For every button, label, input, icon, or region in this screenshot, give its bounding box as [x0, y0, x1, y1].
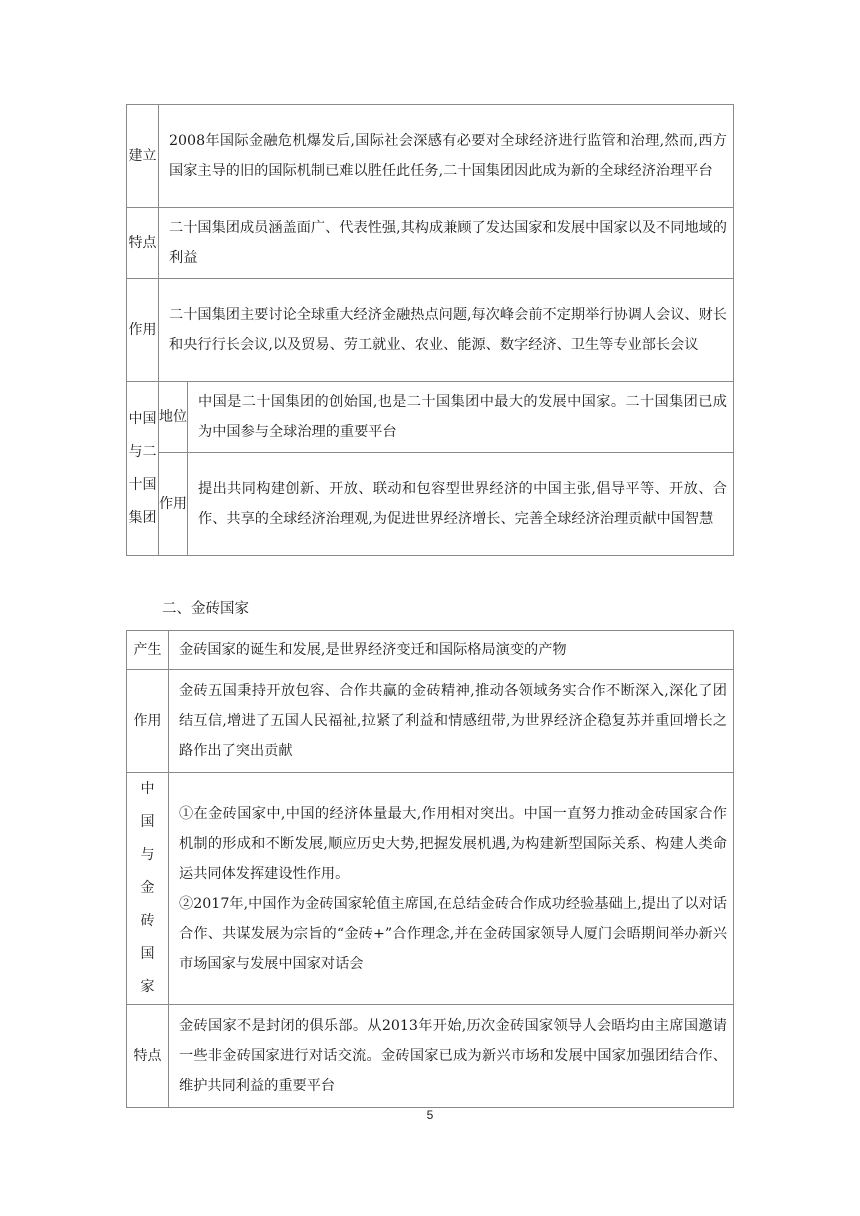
row-label: 作用 — [127, 670, 169, 773]
row-content — [169, 773, 734, 1005]
paragraph: ①在金砖国家中,中国的经济体量最大,作用相对突出。中国一直努力推动金砖国家合作机制的形成和不断发展,顺应历史大势,把握发展机遇,为构建新型国际关系、构建人类命运共同体发挥建设性作用。 — [179, 805, 727, 882]
row-content: 金砖五国秉持开放包容、合作共赢的金砖精神,推动各领域务实合作不断深入,深化了团结互信,增进了五国人民福祉,拉紧了利益和情感纽带,为世界经济企稳复苏并重回增长之路作出了突出贡献 — [169, 670, 734, 773]
table-row — [127, 453, 734, 556]
table-row — [127, 670, 734, 773]
table-row — [127, 105, 734, 208]
row-content: 二十国集团成员涵盖面广、代表性强,其构成兼顾了发达国家和发展中国家以及不同地域的利益 — [159, 208, 734, 279]
g20-table — [126, 104, 734, 556]
table-row — [127, 1005, 734, 1108]
row-label: 特点 — [127, 208, 159, 279]
section-heading: 二、金砖国家 — [162, 601, 249, 617]
row-content: 金砖国家的诞生和发展,是世界经济变迁和国际格局演变的产物 — [169, 631, 734, 670]
table-row — [127, 631, 734, 670]
row-label: 中国与金砖国家 — [127, 773, 169, 1005]
table-row — [127, 208, 734, 279]
brics-table — [126, 630, 734, 1108]
sub-content: 中国是二十国集团的创始国,也是二十国集团中最大的发展中国家。二十国集团已成为中国参与全球治理的重要平台 — [188, 382, 734, 453]
sub-content: 提出共同构建创新、开放、联动和包容型世界经济的中国主张,倡导平等、开放、合作、共享的全球经济治理观,为促进世界经济增长、完善全球经济治理贡献中国智慧 — [188, 453, 734, 556]
row-label: 作用 — [127, 279, 159, 382]
row-content: 金砖国家不是封闭的俱乐部。从2013年开始,历次金砖国家领导人会晤均由主席国邀请一些非金砖国家进行对话交流。金砖国家已成为新兴市场和发展中国家加强团结合作、维护共同利益的重要平台 — [169, 1005, 734, 1108]
table-row — [127, 382, 734, 453]
page-number: 5 — [426, 1108, 434, 1122]
table-row — [127, 773, 734, 1005]
row-label: 产生 — [127, 631, 169, 670]
table-row — [127, 279, 734, 382]
sub-label: 地位 — [159, 382, 188, 453]
sub-label: 作用 — [159, 453, 188, 556]
row-content: 2008年国际金融危机爆发后,国际社会深感有必要对全球经济进行监管和治理,然而,西方国家主导的旧的国际机制已难以胜任此任务,二十国集团因此成为新的全球经济治理平台 — [159, 105, 734, 208]
row-label: 特点 — [127, 1005, 169, 1108]
row-content: 二十国集团主要讨论全球重大经济金融热点问题,每次峰会前不定期举行协调人会议、财长和央行行长会议,以及贸易、劳工就业、农业、能源、数字经济、卫生等专业部长会议 — [159, 279, 734, 382]
row-label: 建立 — [127, 105, 159, 208]
group-label: 中国与二十国集团 — [127, 382, 159, 556]
paragraph: ②2017年,中国作为金砖国家轮值主席国,在总结金砖合作成功经验基础上,提出了以对话合作、共谋发展为宗旨的“金砖+”合作理念,并在金砖国家领导人厦门会晤期间举办新兴市场国家与发展中国家对话会 — [179, 895, 727, 972]
